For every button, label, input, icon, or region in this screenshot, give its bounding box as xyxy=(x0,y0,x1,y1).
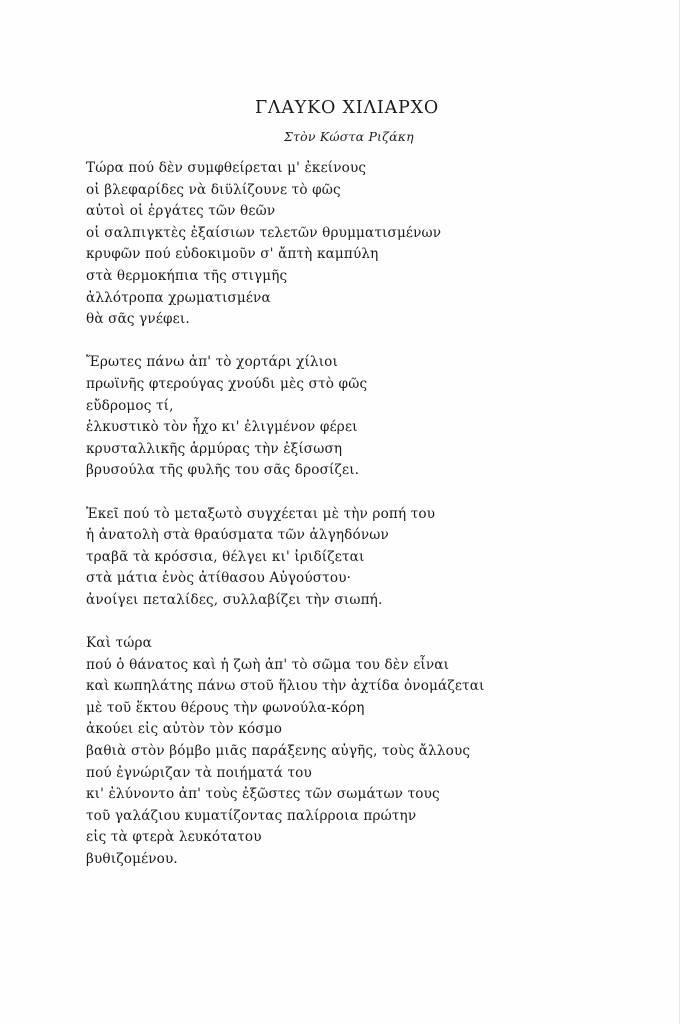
poem-line: εἰς τὰ φτερὰ λευκότατου xyxy=(86,829,262,846)
poem-line: Καὶ τώρα xyxy=(86,635,152,652)
poem-line: μὲ τοῦ ἕκτου θέρους τὴν φωνούλα-κόρη xyxy=(86,699,365,716)
poem-line: κι' ἐλύνοντο ἀπ' τοὺς ἐξῶστες τῶν σωμάτων τους xyxy=(86,786,440,803)
poem-line: ἀνοίγει πεταλίδες, συλλαβίζει τὴν σιωπή. xyxy=(86,591,383,608)
stanza xyxy=(86,158,646,331)
poem-line: θὰ σᾶς γνέφει. xyxy=(86,311,190,328)
poem-line: κρυσταλλικῆς ἁρμύρας τὴν ἐξίσωση xyxy=(86,440,343,457)
poem-line: ἑλκυστικὸ τὸν ἦχο κι' ἐλιγμένον φέρει xyxy=(86,419,358,436)
poem-line: Ἔρωτες πάνω ἀπ' τὸ χορτάρι χίλιοι xyxy=(86,354,338,371)
poem-line: οἱ σαλπιγκτὲς ἐξαίσιων τελετῶν θρυμματισμένων xyxy=(86,224,442,241)
poem-line: καὶ κωπηλάτης πάνω στοῦ ἥλιου τὴν ἀχτίδα ὀνομάζεται xyxy=(86,678,485,695)
poem-line: βυθιζομένου. xyxy=(86,851,178,867)
poem-line: ἡ ἀνατολὴ στὰ θραύσματα τῶν ἀλγηδόνων xyxy=(86,527,389,544)
poem-line: πού ἐγνώριζαν τὰ ποιήματά του xyxy=(86,764,312,781)
poem-line: Τώρα πού δὲν συμφθείρεται μ' ἐκείνους xyxy=(86,160,367,176)
poem-line: τραβᾶ τὰ κρόσσια, θέλγει κι' ἰριδίζεται xyxy=(86,548,365,565)
poem-line: στὰ θερμοκήπια τῆς στιγμῆς xyxy=(86,267,288,284)
poem-line: αὐτοὶ οἱ ἐργάτες τῶν θεῶν xyxy=(86,203,276,220)
poem-title: ΓΛΑΥΚΟ ΧΙΛΙΑΡΧΟ xyxy=(254,98,440,118)
poem-line: πού ὁ θάνατος καὶ ἡ ζωὴ ἀπ' τὸ σῶμα του δὲν εἶναι xyxy=(86,656,450,673)
poem-line: εὔδρομος τί, xyxy=(86,397,174,414)
poem-line: βαθιὰ στὸν βόμβο μιᾶς παράξενης αὐγῆς, τοὺς ἄλλους xyxy=(86,743,471,760)
poem-line: ἀλλότροπα χρωματισμένα xyxy=(86,289,271,306)
poem-line: βρυσούλα τῆς φυλῆς του σᾶς δροσίζει. xyxy=(86,462,360,479)
poem-line: κρυφῶν πού εὐδοκιμοῦν σ' ἄπτὴ καμπύλη xyxy=(86,246,379,263)
poem-body xyxy=(86,158,646,892)
poem-line: οἱ βλεφαρίδες νὰ διϋλίζουνε τὸ φῶς xyxy=(86,181,341,198)
poem-line: ἀκούει εἰς αὐτὸν τὸν κόσμο xyxy=(86,721,283,738)
poem-line: στὰ μάτια ἑνὸς ἀτίθασου Αὐγούστου· xyxy=(86,570,352,587)
stanza xyxy=(86,352,646,482)
stanza xyxy=(86,504,646,612)
poem-line: τοῦ γαλάζιου κυματίζοντας παλίρροια πρώτην xyxy=(86,807,417,824)
poem-line: Ἐκεῖ πού τὸ μεταξωτὸ συγχέεται μὲ τὴν ροπή του xyxy=(86,505,436,522)
stanza xyxy=(86,633,646,871)
poem-dedication: Στὸν Κώστα Ριζάκη xyxy=(284,129,414,144)
poem-line: πρωϊνῆς φτερούγας χνούδι μὲς στὸ φῶς xyxy=(86,375,368,392)
